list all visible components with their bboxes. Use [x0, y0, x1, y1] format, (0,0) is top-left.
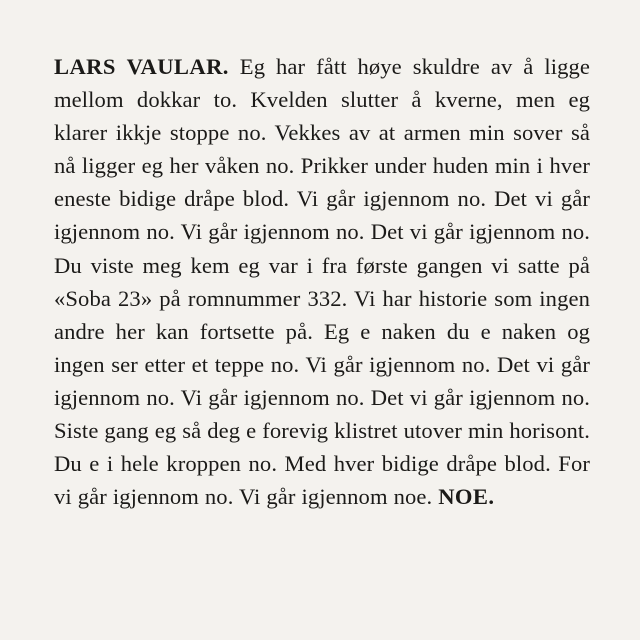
artist-name: LARS VAULAR. [54, 54, 229, 79]
lyrics-ending: NOE. [438, 484, 495, 510]
lyrics-body: Eg har fått høye skuldre av å ligge mellom dokkar to. Kvelden slutter å kverne, men eg klarer ikkje stoppe no. Vekkes av at armen min sover så nå ligger eg her våken no. Prikker under huden min i hver eneste bidige dråpe blod. Vi går igjennom no. Det vi går igjennom no. Vi går igjennom no. Det vi går igjennom no. Du viste meg kem eg var i fra første gangen vi satte på «Soba 23» på romnummer 332. Vi har historie som ingen andre her kan fortsette på. Eg e naken du e naken og ingen ser etter et teppe no. Vi går igjennom no. Det vi går igjennom no. Vi går igjennom no. Det vi går igjennom no. Siste gang eg så deg e forevig klistret utover min horisont. Du e i hele kroppen no. Med hver bidige dråpe blod. For vi går igjennom no. Vi går igjennom noe. [54, 54, 590, 510]
lyrics-text-block [54, 50, 590, 513]
